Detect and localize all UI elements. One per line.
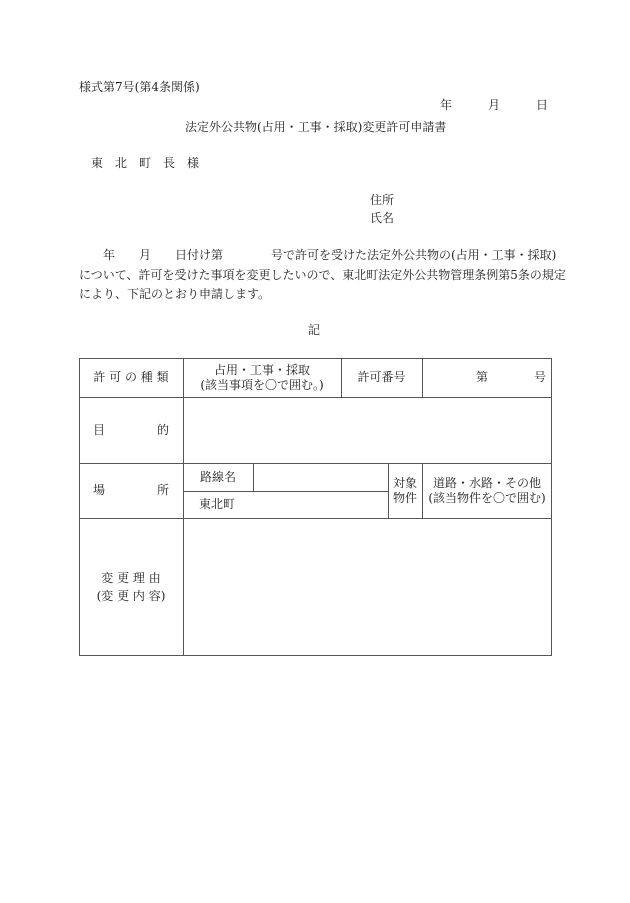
permit-number-dai: 第 [476, 370, 489, 384]
addressee: 東 北 町 長 様 [91, 156, 200, 170]
purpose-label-2: 的 [156, 422, 169, 437]
date-month: 月 [488, 98, 501, 112]
permit-type-label: 許 可 の 種 類 [93, 370, 169, 384]
town-field[interactable]: 東北町 [199, 497, 236, 511]
target-label-1: 対象 [392, 475, 417, 490]
permit-type-note: (該当事項を〇で囲む。) [200, 377, 324, 392]
purpose-label [79, 397, 183, 463]
place-label [79, 463, 183, 518]
permit-number-go: 号 [533, 370, 546, 384]
name-label: 氏名 [370, 211, 395, 225]
purpose-field[interactable] [183, 397, 552, 463]
reason-label-2: (変 更 内 容) [96, 588, 166, 603]
permit-number-label: 許可番号 [357, 370, 406, 384]
address-label: 住所 [370, 193, 395, 207]
reason-field[interactable] [183, 518, 552, 655]
place-label-1: 場 [93, 483, 106, 497]
ki-heading: 記 [308, 323, 321, 337]
target-options: 道路・水路・その他 [432, 475, 541, 490]
permit-type-options: 占用・工事・採取 [213, 362, 310, 377]
target-label-2: 物件 [392, 490, 417, 505]
body-line-3: により、下記のとおり申請します。 [79, 287, 271, 301]
purpose-label-1: 目 [93, 422, 106, 437]
reason-label [79, 518, 183, 655]
body-line-2: について、許可を受けた事項を変更したいので、東北町法定外公共物管理条例第5条の規定 [79, 268, 566, 282]
document-title: 法定外公共物(占用・工事・採取)変更許可申請書 [185, 120, 447, 134]
body-line-1: 年 月 日付け第 号で許可を受けた法定外公共物の(占用・工事・採取) [79, 248, 557, 262]
reason-label-1: 変 更 理 由 [101, 570, 161, 585]
date-day: 日 [536, 98, 549, 112]
permit-number-field[interactable] [422, 358, 552, 397]
target-field[interactable] [422, 463, 552, 518]
route-name-field[interactable] [253, 463, 388, 491]
route-name-label: 路線名 [199, 469, 236, 484]
target-note: (該当物件を〇で囲む) [428, 490, 546, 505]
form-number: 様式第7号(第4条関係) [79, 80, 200, 94]
place-label-2: 所 [156, 483, 169, 497]
target-label [388, 463, 422, 518]
date-year: 年 [440, 98, 453, 112]
permit-type-field[interactable] [183, 358, 341, 397]
